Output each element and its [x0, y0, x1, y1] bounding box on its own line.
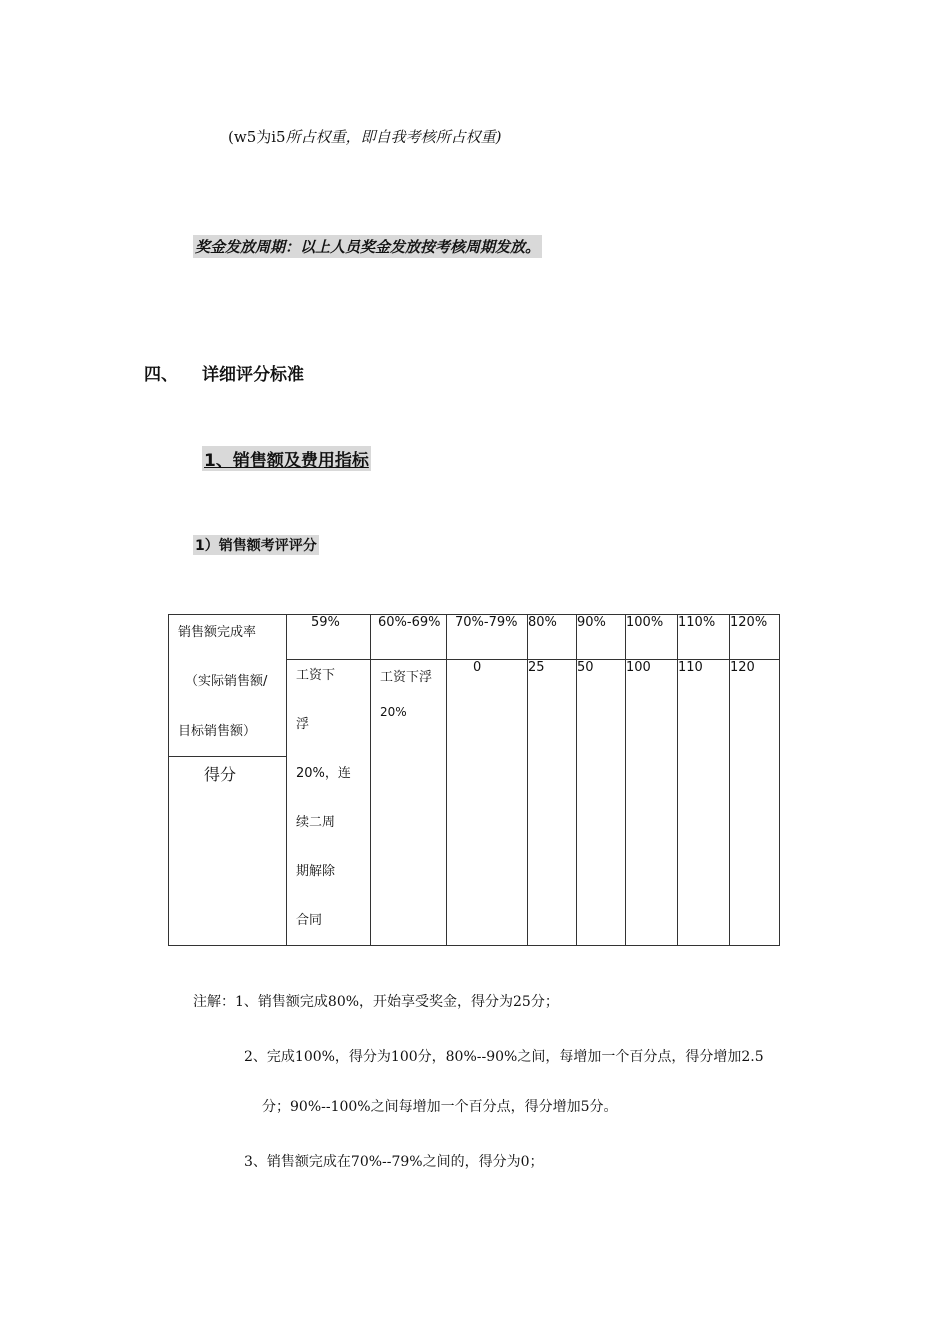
score-60-69-line: 工资下浮 — [380, 670, 433, 685]
table-header-row — [169, 615, 780, 660]
score-cell-110: 110 — [678, 660, 730, 946]
score-59-line: 浮 — [296, 717, 310, 732]
weight-note-part2: 所占权重，即自我考核所占权重) — [285, 128, 502, 146]
col-header-60-69: 60%-69% — [371, 615, 447, 660]
score-cell-120: 120 — [730, 660, 780, 946]
col-header-120: 120% — [730, 615, 780, 660]
score-59-line: 20%，连 — [296, 766, 351, 781]
weight-note-part1: (w5为i5 — [228, 128, 286, 146]
col-header-59: 59% — [287, 615, 371, 660]
subsection-title: 1、销售额及费用指标 — [202, 446, 371, 471]
section-number: 四、 — [144, 365, 178, 385]
section-title: 详细评分标准 — [202, 365, 304, 385]
score-59-line: 工资下 — [296, 668, 336, 683]
bonus-period-text: 奖金发放周期：以上人员奖金发放按考核周期发放。 — [193, 235, 542, 258]
col-header-70-79: 70%-79% — [447, 615, 528, 660]
score-60-69-line: 20% — [380, 705, 407, 719]
weight-note — [228, 126, 501, 147]
note-3: 3、销售额完成在70%--79%之间的，得分为0； — [244, 1154, 544, 1170]
subsection-subtitle: 1）销售额考评评分 — [193, 535, 319, 555]
note-1: 注解：1、销售额完成80%，开始享受奖金，得分为25分； — [193, 994, 559, 1010]
row-header-line2: （实际销售额/ — [185, 674, 268, 689]
row-header-line3: 目标销售额） — [178, 724, 257, 739]
col-header-90: 90% — [577, 615, 626, 660]
score-59-line: 合同 — [296, 913, 323, 928]
row-header-cell — [169, 615, 287, 946]
score-cell-59 — [287, 660, 371, 946]
score-cell-60-69 — [371, 660, 447, 946]
score-cell-100: 100 — [626, 660, 678, 946]
score-label: 得分 — [204, 765, 237, 784]
score-cell-80: 25 — [528, 660, 577, 946]
score-59-line: 续二周 — [296, 815, 336, 830]
col-header-80: 80% — [528, 615, 577, 660]
col-header-100: 100% — [626, 615, 678, 660]
score-cell-90: 50 — [577, 660, 626, 946]
note-2-continued: 分；90%--100%之间每增加一个百分点，得分增加5分。 — [262, 1099, 618, 1115]
sales-score-table — [168, 614, 780, 946]
score-59-line: 期解除 — [296, 864, 336, 879]
row-header-line1: 销售额完成率 — [178, 625, 257, 640]
score-cell-70-79: 0 — [447, 660, 528, 946]
note-2: 2、完成100%，得分为100分，80%--90%之间，每增加一个百分点，得分增加2.5 — [244, 1049, 764, 1065]
col-header-110: 110% — [678, 615, 730, 660]
